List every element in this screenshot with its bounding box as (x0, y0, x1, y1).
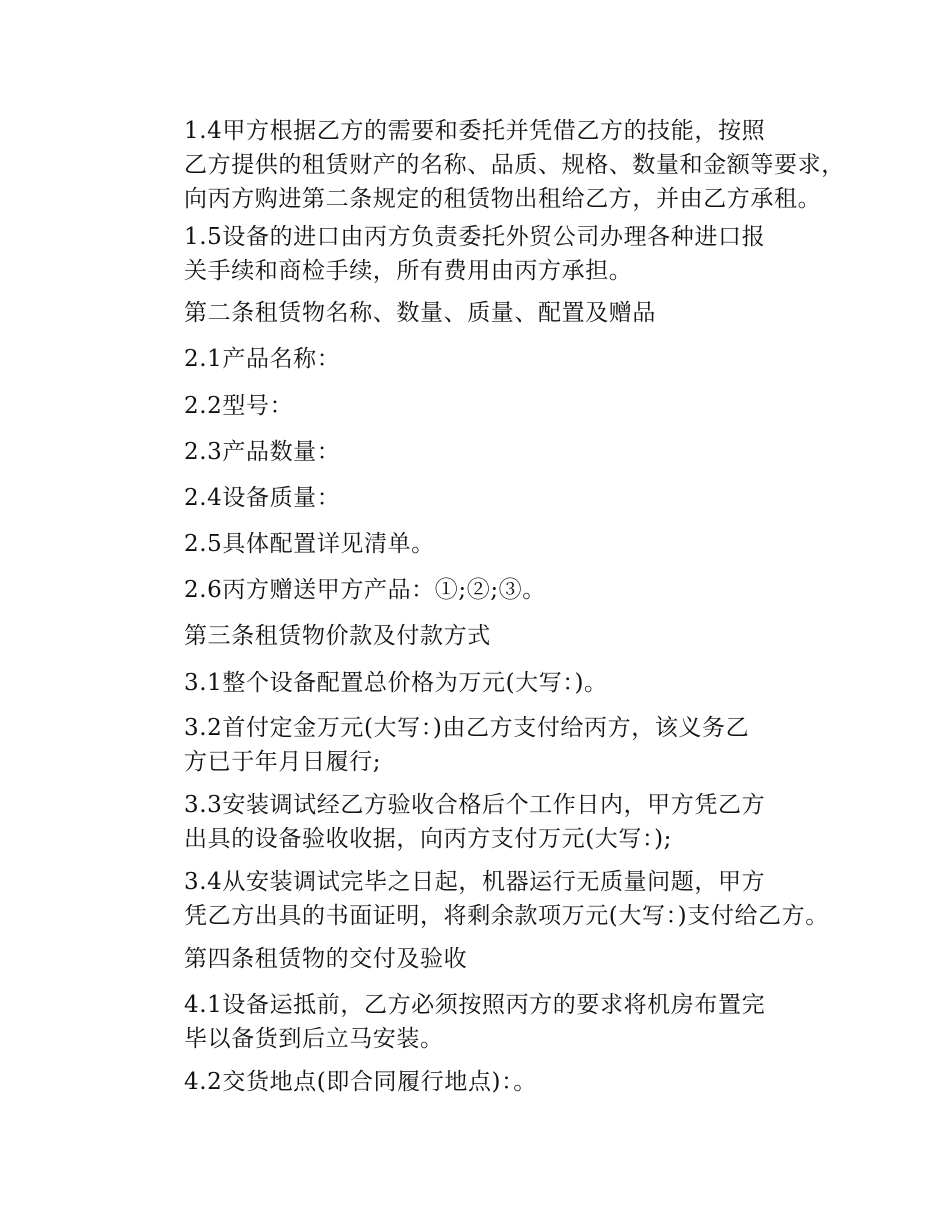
text-line: 第三条租赁物价款及付款方式 (184, 623, 491, 649)
paragraph (140, 342, 340, 376)
paragraph (140, 114, 845, 216)
text-line: 关手续和商检手续，所有费用由丙方承担。 (184, 258, 633, 284)
section-heading (140, 942, 467, 976)
paragraph (140, 788, 765, 856)
paragraph (140, 220, 765, 288)
text-line: 2.6丙方赠送甲方产品：①;②;③。 (184, 577, 546, 603)
paragraph (140, 666, 608, 700)
text-line: 向丙方购进第二条规定的租赁物出租给乙方，并由乙方承租。 (184, 186, 822, 212)
paragraph (140, 435, 340, 469)
text-line: 第二条租赁物名称、数量、质量、配置及赠品 (184, 300, 656, 326)
text-line: 3.3安装调试经乙方验收合格后个工作日内，甲方凭乙方 (184, 792, 766, 818)
paragraph (140, 573, 546, 607)
text-line: 2.3产品数量： (184, 439, 341, 465)
text-line: 3.2首付定金万元(大写：)由乙方支付给丙方，该义务乙 (184, 715, 750, 741)
text-line: 4.1设备运抵前，乙方必须按照丙方的要求将机房布置完 (184, 992, 766, 1018)
paragraph (140, 1065, 537, 1099)
section-heading (140, 296, 656, 330)
text-line: 1.4甲方根据乙方的需要和委托并凭借乙方的技能，按照 (184, 118, 766, 144)
text-line: 2.1产品名称： (184, 346, 341, 372)
paragraph (140, 988, 765, 1056)
paragraph (140, 389, 293, 423)
paragraph (140, 481, 340, 515)
text-line: 3.4从安装调试完毕之日起，机器运行无质量问题，甲方 (184, 869, 766, 895)
text-line: 4.2交货地点(即合同履行地点)：。 (184, 1069, 537, 1095)
text-line: 2.2型号： (184, 393, 294, 419)
text-line: 乙方提供的租赁财产的名称、品质、规格、数量和金额等要求， (184, 152, 845, 178)
text-line: 凭乙方出具的书面证明，将剩余款项万元(大写：)支付给乙方。 (184, 903, 829, 929)
paragraph (140, 865, 829, 933)
text-line: 2.4设备质量： (184, 485, 341, 511)
text-line: 毕以备货到后立马安装。 (184, 1026, 444, 1052)
text-line: 2.5具体配置详见清单。 (184, 531, 435, 557)
text-line: 方已于年月日履行; (184, 749, 382, 775)
text-line: 1.5设备的进口由丙方负责委托外贸公司办理各种进口报 (184, 224, 766, 250)
paragraph (140, 527, 435, 561)
paragraph (140, 711, 749, 779)
text-line: 第四条租赁物的交付及验收 (184, 946, 468, 972)
text-line: 出具的设备验收收据，向丙方支付万元(大写：); (184, 826, 672, 852)
section-heading (140, 619, 491, 653)
text-line: 3.1整个设备配置总价格为万元(大写：)。 (184, 670, 608, 696)
